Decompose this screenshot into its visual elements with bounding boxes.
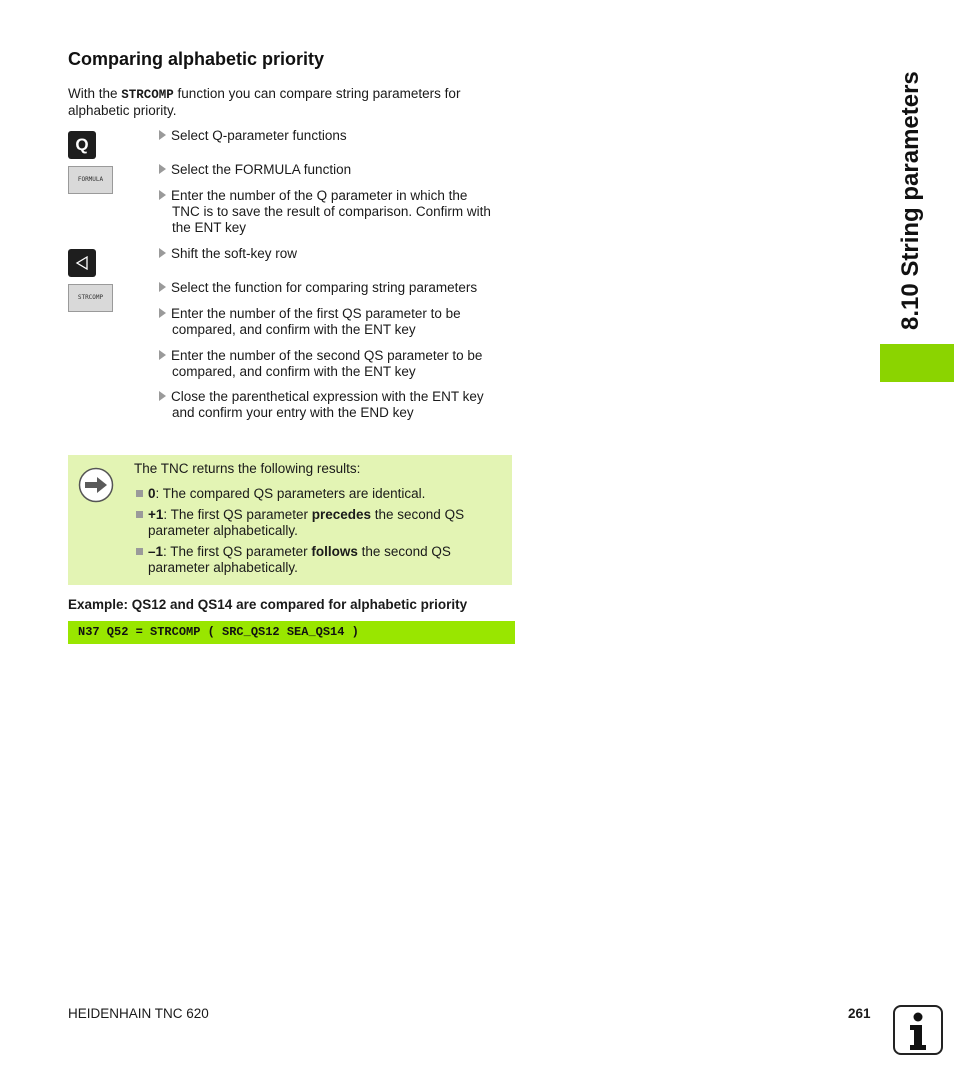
step-item: Select the function for comparing string parameters <box>159 280 514 296</box>
step-arrow-icon <box>159 248 166 258</box>
step-arrow-icon <box>159 282 166 292</box>
result-item: +1: The first QS parameter precedes the second QS parameter alphabetically. <box>136 507 506 539</box>
step-item: Enter the number of the first QS parameter to be compared, and confirm with the ENT key <box>159 306 514 338</box>
bullet-square-icon <box>136 548 143 555</box>
bullet-square-icon <box>136 511 143 518</box>
arrow-right-icon <box>78 467 114 503</box>
step-arrow-icon <box>159 164 166 174</box>
result-item: 0: The compared QS parameters are identical. <box>136 486 506 502</box>
q-key[interactable]: Q <box>68 131 96 159</box>
result-item: –1: The first QS parameter follows the second QS parameter alphabetically. <box>136 544 506 576</box>
code-line: N37 Q52 = STRCOMP ( SRC_QS12 SEA_QS14 ) <box>78 625 359 639</box>
note-heading: The TNC returns the following results: <box>134 461 361 476</box>
formula-softkey[interactable]: FORMULA <box>68 166 113 194</box>
shift-softkey-row-key[interactable] <box>68 249 96 277</box>
page-number: 261 <box>848 1006 871 1021</box>
step-item: Select Q-parameter functions <box>159 128 514 144</box>
example-heading: Example: QS12 and QS14 are compared for alphabetic priority <box>68 597 468 612</box>
step-item: Enter the number of the Q parameter in which the TNC is to save the result of comparison. Confirm with the ENT key <box>159 188 514 236</box>
chapter-title-vertical: 8.10 String parameters <box>897 71 924 330</box>
step-arrow-icon <box>159 130 166 140</box>
code-block <box>68 621 515 644</box>
strcomp-code: STRCOMP <box>121 88 174 102</box>
step-item: Shift the soft-key row <box>159 246 514 262</box>
step-item: Enter the number of the second QS parameter to be compared, and confirm with the ENT key <box>159 348 514 380</box>
step-arrow-icon <box>159 350 166 360</box>
step-item: Select the FORMULA function <box>159 162 514 178</box>
step-arrow-icon <box>159 391 166 401</box>
triangle-left-icon <box>75 256 89 270</box>
chapter-tab-marker <box>880 344 954 382</box>
step-item: Close the parenthetical expression with the ENT key and confirm your entry with the END key <box>159 389 514 421</box>
footer-product: HEIDENHAIN TNC 620 <box>68 1006 209 1021</box>
section-title: Comparing alphabetic priority <box>68 49 325 69</box>
step-arrow-icon <box>159 190 166 200</box>
info-icon <box>893 1005 943 1055</box>
step-arrow-icon <box>159 308 166 318</box>
strcomp-softkey[interactable]: STRCOMP <box>68 284 113 312</box>
bullet-square-icon <box>136 490 143 497</box>
intro-paragraph: With the STRCOMP function you can compare string parameters for alphabetic priority. <box>68 86 461 118</box>
